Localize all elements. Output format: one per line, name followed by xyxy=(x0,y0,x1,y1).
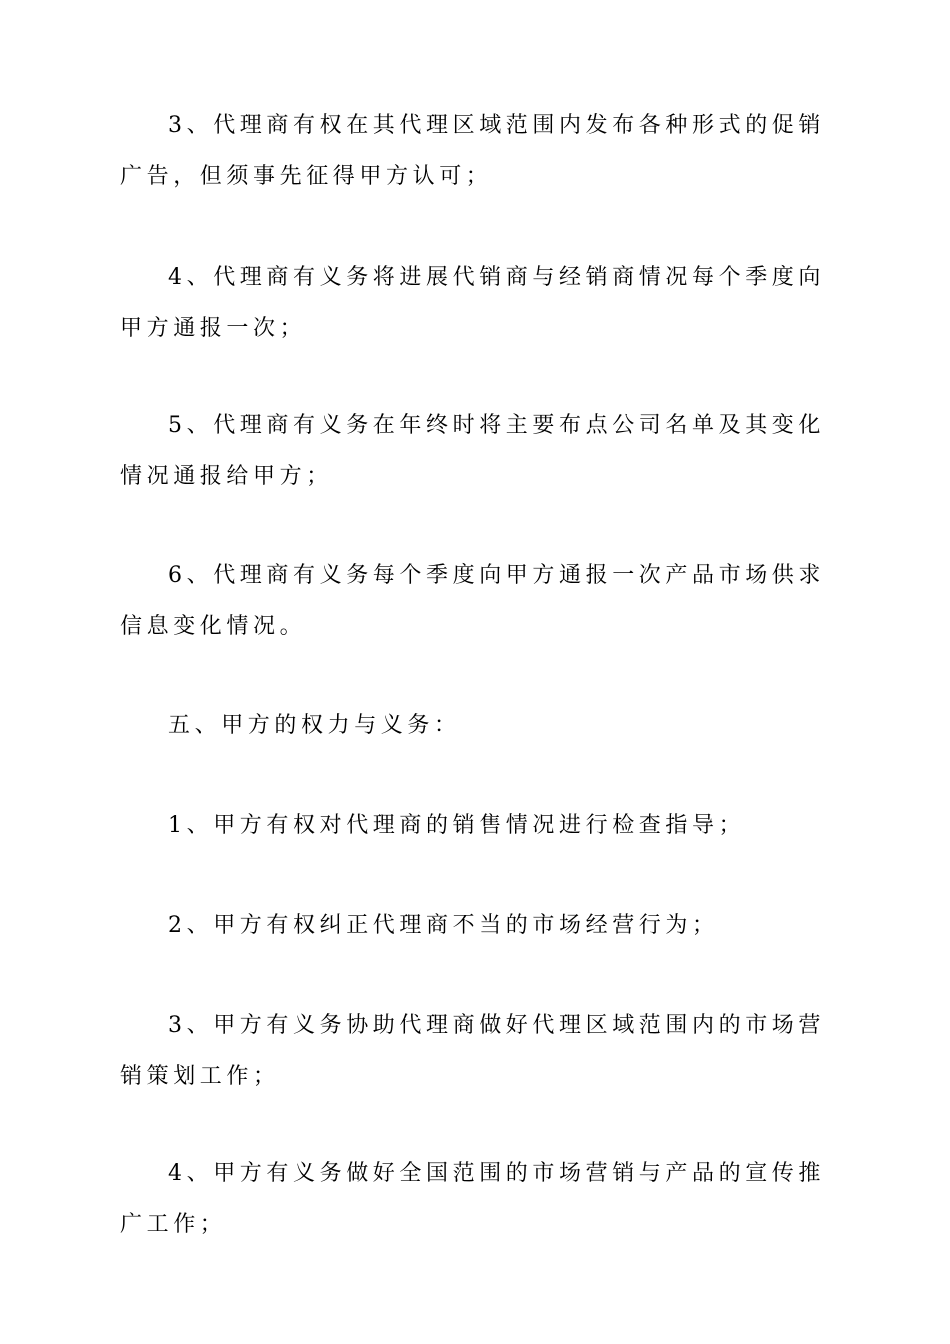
paragraph-agent-right-3: 3、代理商有权在其代理区域范围内发布各种形式的促销广告，但须事先征得甲方认可； xyxy=(120,113,825,189)
paragraph-agent-duty-5: 5、代理商有义务在年终时将主要布点公司名单及其变化情况通报给甲方； xyxy=(120,413,825,489)
paragraph-party-a-right-2: 2、甲方有权纠正代理商不当的市场经营行为； xyxy=(168,913,719,938)
paragraph-agent-duty-6: 6、代理商有义务每个季度向甲方通报一次产品市场供求信息变化情况。 xyxy=(120,563,825,639)
paragraph-agent-duty-4: 4、代理商有义务将进展代销商与经销商情况每个季度向甲方通报一次； xyxy=(120,265,825,341)
paragraph-party-a-right-1: 1、甲方有权对代理商的销售情况进行检查指导； xyxy=(168,813,746,838)
paragraph-party-a-duty-3: 3、甲方有义务协助代理商做好代理区域范围内的市场营销策划工作； xyxy=(120,1013,825,1089)
section-heading-party-a: 五、甲方的权力与义务： xyxy=(168,713,461,738)
paragraph-party-a-duty-4: 4、甲方有义务做好全国范围的市场营销与产品的宣传推广工作； xyxy=(120,1161,825,1237)
